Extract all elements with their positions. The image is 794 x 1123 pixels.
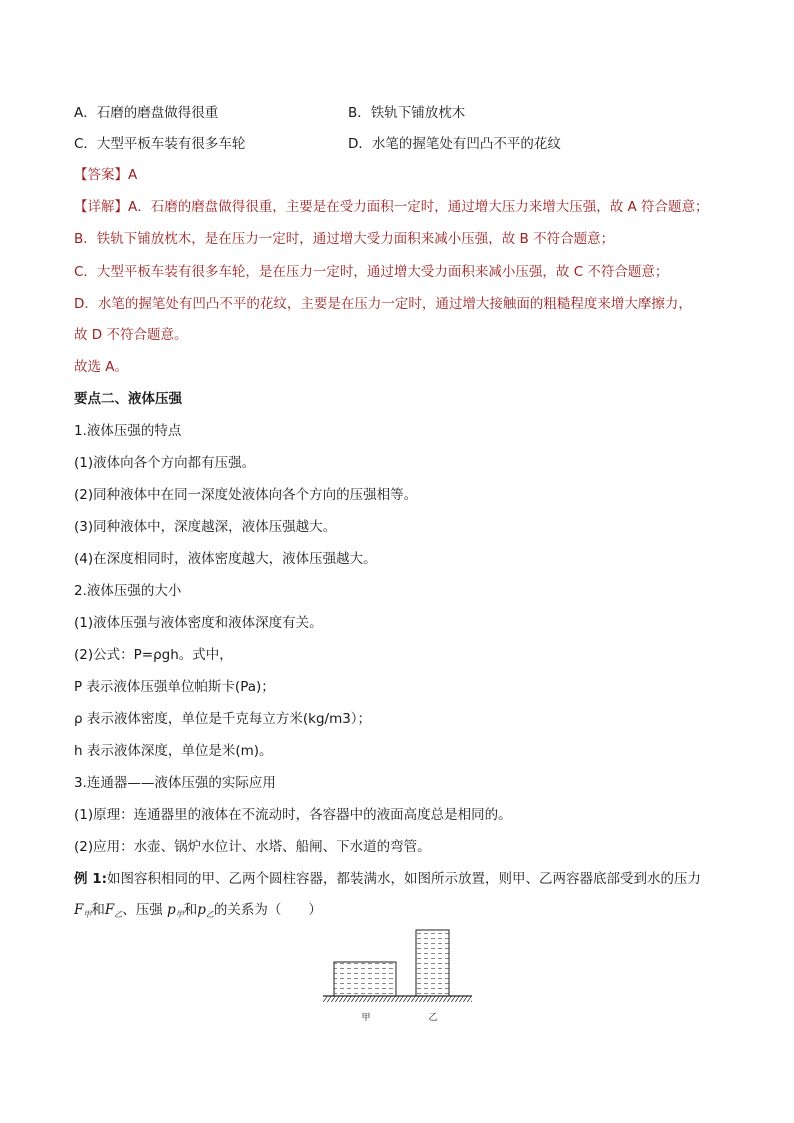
answer: 【答案】A <box>74 167 138 183</box>
option-a: A．石磨的磨盘做得很重 <box>74 105 219 121</box>
sec1-point-2: (2)同种液体中在同一深度处液体向各个方向的压强相等。 <box>74 487 418 503</box>
sec3-application: (2)应用：水壶、锅炉水位计、水塔、船闸、下水道的弯管。 <box>74 839 431 855</box>
detail-line-2: B．铁轨下铺放枕木，是在压力一定时，通过增大受力面积来减小压强，故 B 不符合题意； <box>74 231 615 247</box>
section-title: 要点二、液体压强 <box>74 391 182 407</box>
option-d: D．水笔的握笔处有凹凸不平的花纹 <box>348 136 561 152</box>
option-c: C．大型平板车装有很多车轮 <box>74 136 246 152</box>
sec2-p-definition: P 表示液体压强单位帕斯卡(Pa)； <box>74 679 275 695</box>
detail-line-4: D．水笔的握笔处有凹凸不平的花纹，主要是在压力一定时，通过增大接触面的粗糙程度来增大摩擦力， <box>74 296 692 312</box>
option-b: B．铁轨下铺放枕木 <box>348 105 466 121</box>
sec1-point-3: (3)同种液体中，深度越深，液体压强越大。 <box>74 519 337 535</box>
sec3-title: 3.连通器——液体压强的实际应用 <box>74 775 276 791</box>
example-1 <box>74 869 701 889</box>
example-label: 例 1: <box>74 871 107 887</box>
containers-figure <box>318 926 478 1026</box>
detail-line-5: 故 D 不符合题意。 <box>74 327 188 343</box>
sec2-point-1: (1)液体压强与液体密度和液体深度有关。 <box>74 615 323 631</box>
sec1-point-4: (4)在深度相同时，液体密度越大，液体压强越大。 <box>74 551 377 567</box>
ground-hatch <box>323 996 472 1002</box>
sec1-point-1: (1)液体向各个方向都有压强。 <box>74 455 256 471</box>
sec2-formula: (2)公式：P=ρgh。式中， <box>74 647 233 663</box>
container-yi <box>416 930 449 996</box>
example-text: 如图容积相同的甲、乙两个圆柱容器，都装满水，如图所示放置，则甲、乙两容器底部受到水的压力 <box>107 871 701 887</box>
label-yi: 乙 <box>428 1013 438 1023</box>
choose-answer: 故选 A。 <box>74 359 129 375</box>
example-1-line-2: $F_甲$和$F_乙$、压强 $p_甲$和$p_乙$的关系为（ ） <box>74 902 322 919</box>
sec2-h-definition: h 表示液体深度，单位是米(m)。 <box>74 743 273 759</box>
sec1-title: 1.液体压强的特点 <box>74 423 182 439</box>
sec3-principle: (1)原理：连通器里的液体在不流动时，各容器中的液面高度总是相同的。 <box>74 807 512 823</box>
detail-line-1: 【详解】A．石磨的磨盘做得很重，主要是在受力面积一定时，通过增大压力来增大压强，故 A 符合题意； <box>74 199 709 215</box>
sec2-rho-definition: ρ 表示液体密度，单位是千克每立方米(kg/m3）； <box>74 711 372 727</box>
label-jia: 甲 <box>361 1013 371 1023</box>
container-jia <box>334 962 396 996</box>
detail-line-3: C．大型平板车装有很多车轮，是在压力一定时，通过增大受力面积来减小压强，故 C 不符合题意； <box>74 264 669 280</box>
sec2-title: 2.液体压强的大小 <box>74 583 182 599</box>
